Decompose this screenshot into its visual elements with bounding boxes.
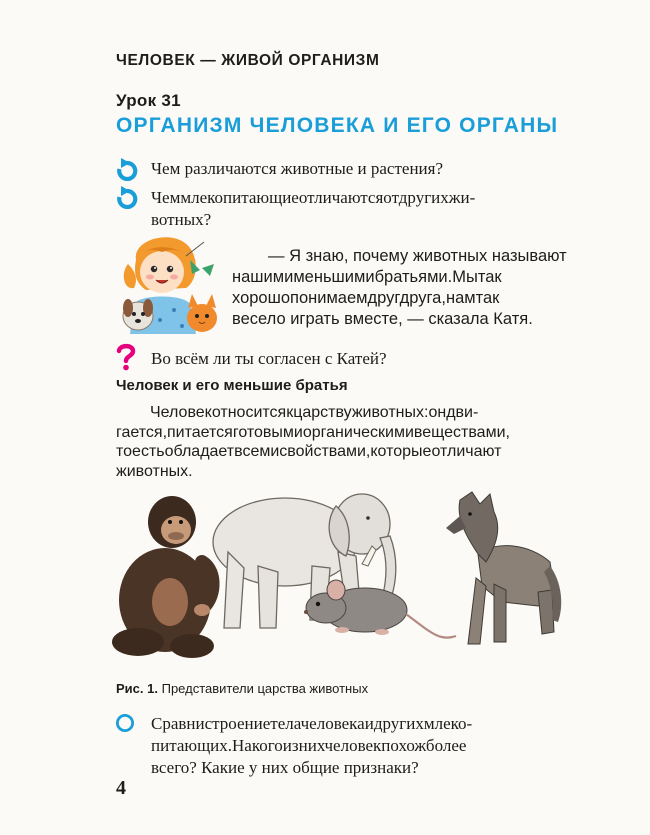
word: строение [204, 714, 271, 733]
review-question-1 [151, 158, 443, 180]
word: питающих. [151, 736, 233, 755]
word: питается [167, 423, 233, 441]
word: нашими [232, 268, 294, 286]
word: отличают [431, 443, 502, 460]
word: других [373, 714, 424, 733]
question-line: вотных? [151, 210, 212, 229]
discussion-question: Во всём ли ты согласен с Катей? [151, 349, 387, 368]
word: Человек [150, 404, 212, 421]
task-line: всего? Какие у них общие признаки? [151, 758, 419, 777]
word: животных: [351, 404, 429, 421]
animals-figure [110, 482, 565, 672]
mouse-illustration [304, 580, 456, 638]
page-number: 4 [116, 777, 126, 799]
word: хорошо [232, 289, 291, 307]
word: На [232, 736, 252, 755]
subheading: Человек и его меньшие братья [116, 377, 348, 394]
word: Мы [452, 268, 478, 286]
word: друга, [399, 289, 446, 307]
caption-label: Рис. 1. [116, 681, 158, 696]
story-line: — Я знаю, почему животных называют [268, 247, 567, 265]
word: нам [445, 289, 476, 307]
question-mark-icon [116, 343, 136, 371]
word: млеко- [423, 714, 473, 733]
word: кого [251, 736, 283, 755]
word: тела [270, 714, 301, 733]
caption-text: Представители царства животных [161, 681, 369, 696]
word: из [282, 736, 299, 755]
girl-with-pets-illustration [116, 230, 222, 334]
word: братьями. [374, 268, 453, 286]
word: которые [370, 443, 432, 460]
word: свойствами, [279, 443, 371, 460]
word: жи- [448, 188, 476, 207]
word: он [428, 404, 447, 421]
word: веществами, [413, 423, 510, 441]
word: более [425, 736, 467, 755]
word: млекопитающие [180, 188, 299, 207]
word: меньшими [293, 268, 375, 286]
paragraph-line [116, 423, 558, 443]
paragraph-line: животных. [116, 462, 193, 480]
section-title: ЧЕЛОВЕК — ЖИВОЙ ОРГАНИЗМ [116, 52, 380, 69]
word: от [383, 188, 399, 207]
word: отличаются [298, 188, 384, 207]
review-question-2 [151, 187, 571, 231]
word: обладает [164, 443, 235, 460]
story-line: весело играть вместе, — сказала Катя. [232, 310, 533, 328]
repeat-icon [116, 157, 138, 181]
task-line [151, 735, 589, 757]
question-line: Чем различаются животные и растения? [151, 159, 444, 178]
word: то [116, 443, 133, 460]
word: человека [300, 714, 365, 733]
task-circle-icon [115, 713, 135, 733]
task-line [151, 713, 589, 735]
word: дви- [446, 404, 479, 421]
question-line [151, 187, 571, 209]
word: других [398, 188, 449, 207]
word: всеми [234, 443, 280, 460]
word: к [286, 404, 294, 421]
word: Чем [151, 188, 181, 207]
word: гается, [116, 423, 168, 441]
word: есть [132, 443, 165, 460]
word: так [477, 268, 502, 286]
task-text [151, 713, 589, 779]
paragraph-line [116, 403, 558, 423]
word: них [298, 736, 325, 755]
story-text [232, 246, 566, 330]
paragraph-line [116, 442, 558, 462]
lesson-number: Урок 31 [116, 91, 181, 110]
story-line [232, 288, 566, 309]
word: понимаем [290, 289, 368, 307]
story-line [232, 267, 566, 288]
chimpanzee-illustration [112, 496, 214, 658]
word: похож [381, 736, 426, 755]
repeat-icon [116, 185, 138, 209]
figure-caption [116, 681, 368, 696]
word: человек [324, 736, 382, 755]
word: Сравни [151, 714, 205, 733]
word: и [364, 714, 374, 733]
body-paragraph [116, 403, 558, 481]
word: друг [367, 289, 400, 307]
word: готовыми [232, 423, 303, 441]
word: органическими [302, 423, 414, 441]
lesson-title: ОРГАНИЗМ ЧЕЛОВЕКА И ЕГО ОРГАНЫ [116, 114, 559, 137]
word: царству [293, 404, 352, 421]
wolf-illustration [446, 492, 561, 644]
word: относится [211, 404, 287, 421]
word: так [475, 289, 500, 307]
